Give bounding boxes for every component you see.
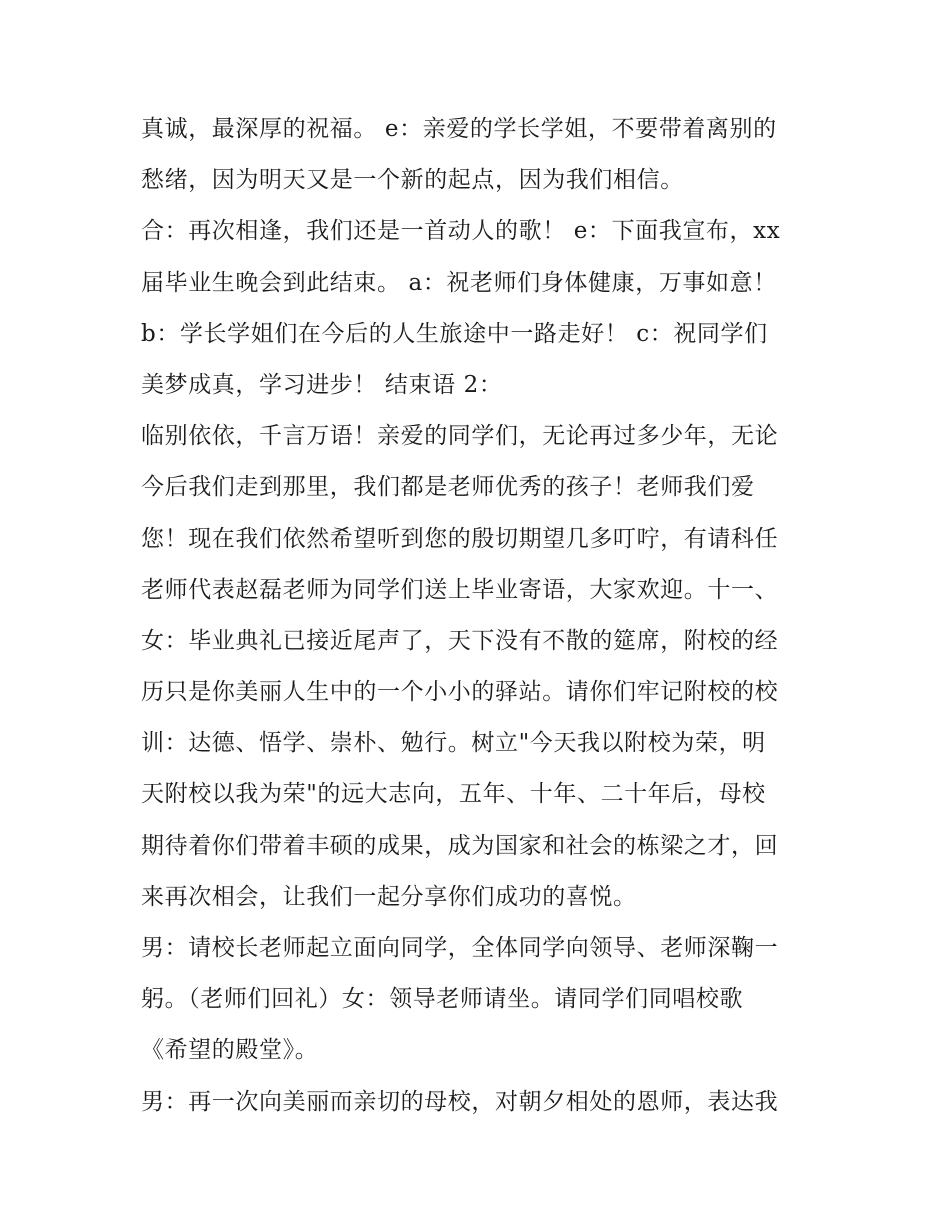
text-line: 男：再一次向美丽而亲切的母校，对朝夕相处的恩师，表达我	[141, 1088, 779, 1115]
text-line: 愁绪，因为明天又是一个新的起点，因为我们相信。	[141, 167, 684, 194]
text-line: 《希望的殿堂》。	[141, 1037, 319, 1064]
text-line: 女：毕业典礼已接近尾声了，天下没有不散的筵席，附校的经	[141, 627, 779, 654]
text-line: 历只是你美丽人生中的一个小小的驿站。请你们牢记附校的校	[141, 679, 779, 706]
document-body	[141, 104, 821, 1128]
text-line: 老师代表赵磊老师为同学们送上毕业寄语，大家欢迎。十一、	[141, 576, 779, 603]
text-line: 躬。（老师们回礼）女：领导老师请坐。请同学们同唱校歌	[141, 986, 744, 1013]
text-line: 合：再次相逢，我们还是一首动人的歌！ e：下面我宣布，xx	[141, 218, 781, 245]
text-line: 来再次相会，让我们一起分享你们成功的喜悦。	[141, 883, 637, 910]
text-line: 训：达德、悟学、崇朴、勉行。树立"今天我以附校为荣，明	[141, 730, 766, 757]
text-line: 美梦成真，学习进步！ 结束语 2：	[141, 371, 503, 398]
text-line: 您！现在我们依然希望听到您的殷切期望几多叮咛，有请科任	[141, 525, 779, 552]
text-line: 今后我们走到那里，我们都是老师优秀的孩子！老师我们爱	[141, 474, 755, 501]
text-line: 男：请校长老师起立面向同学，全体同学向领导、老师深鞠一	[141, 935, 779, 961]
text-line: 期待着你们带着丰硕的成果，成为国家和社会的栋梁之才，回	[141, 832, 779, 859]
text-line: 真诚，最深厚的祝福。 e：亲爱的学长学姐，不要带着离别的	[141, 116, 777, 142]
text-line: b：学长学姐们在今后的人生旅途中一路走好！ c：祝同学们	[141, 320, 768, 347]
text-line: 临别依依，千言万语！亲爱的同学们，无论再过多少年，无论	[141, 423, 779, 450]
text-line: 届毕业生晚会到此结束。 a：祝老师们身体健康，万事如意！	[141, 269, 777, 296]
text-line: 天附校以我为荣"的远大志向，五年、十年、二十年后，母校	[141, 781, 766, 808]
